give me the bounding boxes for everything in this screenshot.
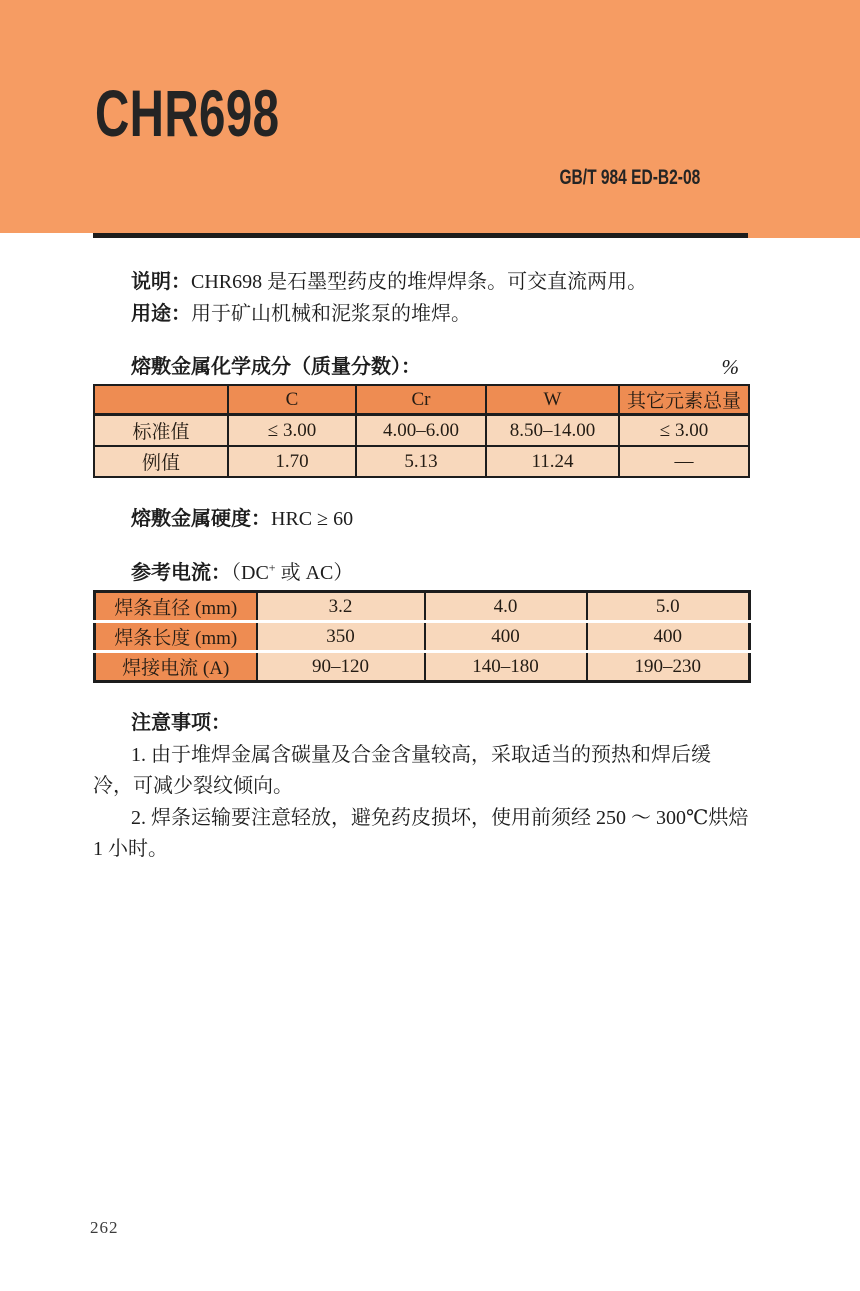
composition-col-header: C bbox=[228, 385, 356, 415]
table-cell: ≤ 3.00 bbox=[228, 415, 356, 447]
table-cell: 5.13 bbox=[356, 446, 486, 477]
composition-col-header: W bbox=[486, 385, 619, 415]
table-row bbox=[95, 622, 750, 652]
description-label: 说明： bbox=[131, 271, 191, 293]
hardness-value: HRC ≥ 60 bbox=[271, 508, 354, 530]
note-item: 1. 由于堆焊金属含碳量及合金含量较高，采取适当的预热和焊后缓冷，可减少裂纹倾向。 bbox=[93, 743, 711, 797]
composition-heading: 熔敷金属化学成分（质量分数）： bbox=[131, 356, 421, 378]
header-rule bbox=[93, 233, 748, 238]
composition-table-wrap bbox=[93, 384, 750, 478]
composition-corner-cell bbox=[94, 385, 228, 415]
standard-code: GB/T 984 ED-B2-08 bbox=[559, 166, 700, 189]
table-cell: 90–120 bbox=[257, 652, 425, 682]
table-cell: 8.50–14.00 bbox=[486, 415, 619, 447]
table-cell: 3.2 bbox=[257, 592, 425, 622]
table-row bbox=[94, 446, 749, 477]
page-title: CHR698 bbox=[95, 76, 280, 150]
current-value-superscript: + bbox=[268, 560, 276, 575]
table-cell: 4.00–6.00 bbox=[356, 415, 486, 447]
table-row bbox=[94, 415, 749, 447]
table-cell: 11.24 bbox=[486, 446, 619, 477]
header-band bbox=[0, 0, 860, 233]
composition-heading-row bbox=[93, 350, 749, 384]
table-row bbox=[95, 592, 750, 622]
table-cell: 4.0 bbox=[425, 592, 587, 622]
table-cell: 400 bbox=[587, 622, 750, 652]
row-label: 标准值 bbox=[94, 415, 228, 447]
page-number: 262 bbox=[90, 1218, 119, 1237]
table-cell: 140–180 bbox=[425, 652, 587, 682]
row-label: 焊条直径 (mm) bbox=[95, 592, 257, 622]
parameters-table-wrap bbox=[93, 590, 751, 683]
table-cell: 190–230 bbox=[587, 652, 750, 682]
composition-col-header: Cr bbox=[356, 385, 486, 415]
table-cell: 350 bbox=[257, 622, 425, 652]
table-cell: ≤ 3.00 bbox=[619, 415, 749, 447]
current-label: 参考电流： bbox=[131, 562, 231, 584]
header-rule-orange-tail bbox=[748, 233, 860, 238]
usage-text: 用于矿山机械和泥浆泵的堆焊。 bbox=[191, 303, 471, 325]
table-cell: — bbox=[619, 446, 749, 477]
current-value-suffix: 或 AC） bbox=[275, 562, 354, 584]
current-value-prefix: （DC bbox=[231, 562, 269, 584]
notes-section bbox=[93, 708, 749, 866]
hardness-line bbox=[93, 503, 749, 535]
composition-unit: % bbox=[721, 355, 739, 379]
note-item: 2. 焊条运输要注意轻放，避免药皮损坏，使用前须经 250 ～ 300℃烘焙 1 小时。 bbox=[93, 806, 749, 860]
current-line bbox=[93, 557, 749, 589]
composition-header-row bbox=[94, 385, 749, 415]
composition-table bbox=[93, 384, 750, 478]
row-label: 焊条长度 (mm) bbox=[95, 622, 257, 652]
description-paragraph bbox=[93, 266, 749, 298]
usage-label: 用途： bbox=[131, 303, 191, 325]
table-cell: 400 bbox=[425, 622, 587, 652]
hardness-label: 熔敷金属硬度： bbox=[131, 508, 271, 530]
table-cell: 1.70 bbox=[228, 446, 356, 477]
notes-heading: 注意事项： bbox=[131, 712, 231, 734]
table-row bbox=[95, 652, 750, 682]
parameters-table bbox=[93, 590, 751, 683]
table-cell: 5.0 bbox=[587, 592, 750, 622]
row-label: 焊接电流 (A) bbox=[95, 652, 257, 682]
composition-col-header: 其它元素总量 bbox=[619, 385, 749, 415]
row-label: 例值 bbox=[94, 446, 228, 477]
usage-paragraph bbox=[93, 298, 749, 330]
description-text: CHR698 是石墨型药皮的堆焊焊条。可交直流两用。 bbox=[191, 271, 648, 293]
